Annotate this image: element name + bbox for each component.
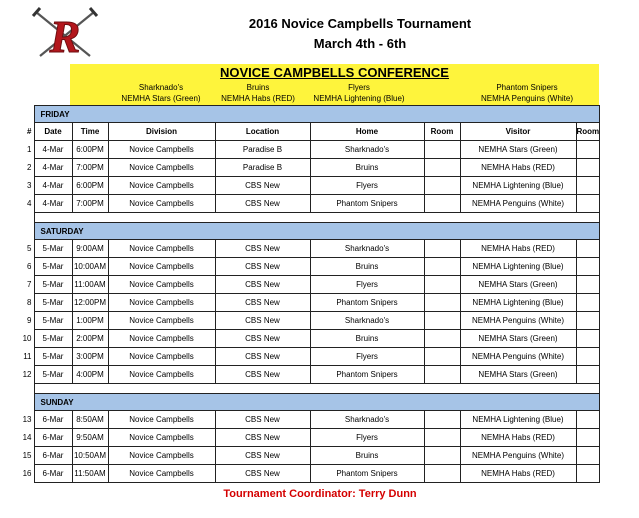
game-time: 12:00PM: [72, 294, 108, 312]
team-logo-r-crossed-swords: [30, 6, 100, 62]
home-room-cell: [424, 276, 460, 294]
game-number: 7: [27, 280, 32, 289]
game-number: 14: [22, 433, 32, 442]
day-header-row: [0, 394, 599, 411]
game-time: 9:50AM: [72, 429, 108, 447]
home-room-cell: [424, 348, 460, 366]
game-time: 4:00PM: [72, 366, 108, 384]
table-row: [0, 159, 599, 177]
game-visitor-team: NEMHA Penguins (White): [460, 195, 576, 213]
spacer-row: [0, 384, 599, 394]
game-location: CBS New: [215, 330, 310, 348]
table-row: [0, 177, 599, 195]
home-room-cell: [424, 429, 460, 447]
game-date: 5-Mar: [34, 258, 72, 276]
spacer-cell: [0, 384, 34, 394]
game-time: 10:00AM: [72, 258, 108, 276]
game-home-team: Flyers: [310, 276, 424, 294]
game-division: Novice Campbells: [108, 447, 215, 465]
game-division: Novice Campbells: [108, 195, 215, 213]
game-visitor-team: NEMHA Stars (Green): [460, 141, 576, 159]
visitor-room-cell: [576, 294, 599, 312]
game-home-team: Phantom Snipers: [310, 465, 424, 483]
day-header-row: [0, 106, 599, 123]
home-room-cell: [424, 159, 460, 177]
spacer-cell: [34, 213, 599, 223]
table-row: [0, 312, 599, 330]
game-location: Paradise B: [215, 141, 310, 159]
team-opponent: NEMHA Lightening (Blue): [313, 94, 405, 103]
game-division: Novice Campbells: [108, 276, 215, 294]
game-location: CBS New: [215, 465, 310, 483]
game-division: Novice Campbells: [108, 330, 215, 348]
game-time: 3:00PM: [72, 348, 108, 366]
visitor-room-cell: [576, 240, 599, 258]
table-row: [0, 276, 599, 294]
game-location: CBS New: [215, 366, 310, 384]
game-visitor-team: NEMHA Penguins (White): [460, 348, 576, 366]
day-label: FRIDAY: [34, 106, 599, 123]
conference-banner: [70, 64, 599, 105]
game-visitor-team: NEMHA Lightening (Blue): [460, 294, 576, 312]
game-home-team: Flyers: [310, 348, 424, 366]
visitor-room-cell: [576, 447, 599, 465]
column-header-home: Home: [310, 123, 424, 141]
game-visitor-team: NEMHA Habs (RED): [460, 465, 576, 483]
game-number: 5: [27, 244, 32, 253]
home-room-cell: [424, 312, 460, 330]
game-date: 5-Mar: [34, 348, 72, 366]
visitor-room-cell: [576, 411, 599, 429]
game-time: 10:50AM: [72, 447, 108, 465]
game-location: Paradise B: [215, 159, 310, 177]
game-date: 6-Mar: [34, 411, 72, 429]
game-home-team: Sharknado's: [310, 411, 424, 429]
home-room-cell: [424, 294, 460, 312]
home-room-cell: [424, 258, 460, 276]
game-number: 10: [22, 334, 32, 343]
game-number: 15: [22, 451, 32, 460]
game-time: 7:00PM: [72, 195, 108, 213]
table-row: [0, 465, 599, 483]
game-location: CBS New: [215, 240, 310, 258]
home-room-cell: [424, 411, 460, 429]
home-room-cell: [424, 141, 460, 159]
game-division: Novice Campbells: [108, 366, 215, 384]
conference-title: NOVICE CAMPBELLS CONFERENCE: [220, 65, 449, 80]
game-location: CBS New: [215, 348, 310, 366]
home-room-cell: [424, 240, 460, 258]
game-home-team: Sharknado's: [310, 312, 424, 330]
game-visitor-team: NEMHA Habs (RED): [460, 240, 576, 258]
game-location: CBS New: [215, 294, 310, 312]
game-home-team: Flyers: [310, 177, 424, 195]
game-visitor-team: NEMHA Habs (RED): [460, 159, 576, 177]
game-location: CBS New: [215, 429, 310, 447]
game-division: Novice Campbells: [108, 177, 215, 195]
conference-team-2: [214, 82, 302, 104]
visitor-room-cell: [576, 276, 599, 294]
visitor-room-cell: [576, 348, 599, 366]
table-row: [0, 294, 599, 312]
row-number-blank: [0, 223, 34, 240]
game-home-team: Bruins: [310, 447, 424, 465]
game-visitor-team: NEMHA Lightening (Blue): [460, 411, 576, 429]
team-opponent: NEMHA Penguins (White): [480, 94, 574, 103]
table-row: [0, 447, 599, 465]
day-header-row: [0, 223, 599, 240]
game-visitor-team: NEMHA Lightening (Blue): [460, 258, 576, 276]
game-division: Novice Campbells: [108, 429, 215, 447]
game-date: 5-Mar: [34, 312, 72, 330]
home-room-cell: [424, 177, 460, 195]
home-room-cell: [424, 195, 460, 213]
game-visitor-team: NEMHA Habs (RED): [460, 429, 576, 447]
home-room-cell: [424, 366, 460, 384]
game-home-team: Sharknado's: [310, 240, 424, 258]
game-time: 11:50AM: [72, 465, 108, 483]
game-date: 4-Mar: [34, 177, 72, 195]
team-opponent: NEMHA Stars (Green): [121, 94, 201, 103]
row-number-blank: [0, 394, 34, 411]
game-visitor-team: NEMHA Lightening (Blue): [460, 177, 576, 195]
home-room-cell: [424, 447, 460, 465]
game-home-team: Phantom Snipers: [310, 294, 424, 312]
column-header-room2: Room: [576, 123, 599, 141]
game-division: Novice Campbells: [108, 141, 215, 159]
game-number: 1: [27, 145, 32, 154]
game-number: 8: [27, 298, 32, 307]
game-location: CBS New: [215, 195, 310, 213]
visitor-room-cell: [576, 330, 599, 348]
team-name: Phantom Snipers: [496, 83, 558, 92]
conference-team-1: [111, 82, 211, 104]
game-location: CBS New: [215, 258, 310, 276]
column-header-date: Date: [34, 123, 72, 141]
team-name: Bruins: [246, 83, 270, 92]
game-number: 3: [27, 181, 32, 190]
row-number-blank: [0, 106, 34, 123]
spacer-cell: [34, 384, 599, 394]
game-date: 4-Mar: [34, 141, 72, 159]
game-home-team: Sharknado's: [310, 141, 424, 159]
game-division: Novice Campbells: [108, 240, 215, 258]
game-date: 5-Mar: [34, 366, 72, 384]
game-division: Novice Campbells: [108, 258, 215, 276]
game-number: 4: [27, 199, 32, 208]
game-visitor-team: NEMHA Stars (Green): [460, 330, 576, 348]
game-division: Novice Campbells: [108, 411, 215, 429]
visitor-room-cell: [576, 177, 599, 195]
spacer-cell: [0, 213, 34, 223]
table-row: [0, 240, 599, 258]
game-number: 9: [27, 316, 32, 325]
column-header-visitor: Visitor: [460, 123, 576, 141]
tournament-coordinator: Tournament Coordinator: Terry Dunn: [223, 488, 417, 500]
column-header-num: #: [27, 127, 32, 136]
day-label: SATURDAY: [34, 223, 599, 240]
team-name: Flyers: [348, 83, 370, 92]
team-name: Sharknado's: [138, 83, 184, 92]
home-room-cell: [424, 465, 460, 483]
visitor-room-cell: [576, 366, 599, 384]
game-number: 13: [22, 415, 32, 424]
visitor-room-cell: [576, 465, 599, 483]
game-time: 6:00PM: [72, 141, 108, 159]
table-row: [0, 330, 599, 348]
game-home-team: Phantom Snipers: [310, 195, 424, 213]
game-visitor-team: NEMHA Stars (Green): [460, 366, 576, 384]
game-visitor-team: NEMHA Penguins (White): [460, 312, 576, 330]
tournament-dates: March 4th - 6th: [313, 36, 407, 51]
game-time: 6:00PM: [72, 177, 108, 195]
table-row: [0, 258, 599, 276]
table-row: [0, 141, 599, 159]
game-date: 6-Mar: [34, 429, 72, 447]
game-location: CBS New: [215, 411, 310, 429]
column-header-row: [0, 123, 599, 141]
schedule-table: [0, 105, 600, 483]
game-visitor-team: NEMHA Penguins (White): [460, 447, 576, 465]
game-date: 4-Mar: [34, 195, 72, 213]
game-location: CBS New: [215, 447, 310, 465]
game-time: 9:00AM: [72, 240, 108, 258]
visitor-room-cell: [576, 312, 599, 330]
game-location: CBS New: [215, 276, 310, 294]
game-division: Novice Campbells: [108, 465, 215, 483]
conference-team-4: [472, 82, 582, 104]
table-row: [0, 195, 599, 213]
column-header-time: Time: [72, 123, 108, 141]
game-date: 5-Mar: [34, 294, 72, 312]
game-division: Novice Campbells: [108, 312, 215, 330]
visitor-room-cell: [576, 258, 599, 276]
visitor-room-cell: [576, 195, 599, 213]
game-date: 5-Mar: [34, 330, 72, 348]
game-time: 8:50AM: [72, 411, 108, 429]
table-row: [0, 366, 599, 384]
game-date: 6-Mar: [34, 447, 72, 465]
conference-team-3: [307, 82, 411, 104]
visitor-room-cell: [576, 429, 599, 447]
game-division: Novice Campbells: [108, 159, 215, 177]
table-row: [0, 429, 599, 447]
team-opponent: NEMHA Habs (RED): [221, 94, 295, 103]
game-date: 5-Mar: [34, 276, 72, 294]
tournament-title: 2016 Novice Campbells Tournament: [248, 16, 472, 31]
game-number: 12: [22, 370, 32, 379]
game-number: 11: [23, 352, 32, 361]
column-header-location: Location: [215, 123, 310, 141]
game-time: 11:00AM: [72, 276, 108, 294]
game-date: 6-Mar: [34, 465, 72, 483]
logo-letter-r: R: [49, 11, 81, 62]
spacer-row: [0, 213, 599, 223]
day-label: SUNDAY: [34, 394, 599, 411]
game-home-team: Bruins: [310, 258, 424, 276]
game-time: 1:00PM: [72, 312, 108, 330]
game-home-team: Flyers: [310, 429, 424, 447]
game-time: 7:00PM: [72, 159, 108, 177]
game-division: Novice Campbells: [108, 294, 215, 312]
home-room-cell: [424, 330, 460, 348]
game-home-team: Bruins: [310, 330, 424, 348]
column-header-division: Division: [108, 123, 215, 141]
game-date: 4-Mar: [34, 159, 72, 177]
game-division: Novice Campbells: [108, 348, 215, 366]
game-location: CBS New: [215, 177, 310, 195]
visitor-room-cell: [576, 141, 599, 159]
game-time: 2:00PM: [72, 330, 108, 348]
game-number: 2: [27, 163, 32, 172]
game-visitor-team: NEMHA Stars (Green): [460, 276, 576, 294]
game-number: 6: [27, 262, 32, 271]
table-row: [0, 348, 599, 366]
game-number: 16: [22, 469, 32, 478]
column-header-room: Room: [424, 123, 460, 141]
table-row: [0, 411, 599, 429]
game-home-team: Bruins: [310, 159, 424, 177]
visitor-room-cell: [576, 159, 599, 177]
game-location: CBS New: [215, 312, 310, 330]
game-home-team: Phantom Snipers: [310, 366, 424, 384]
game-date: 5-Mar: [34, 240, 72, 258]
